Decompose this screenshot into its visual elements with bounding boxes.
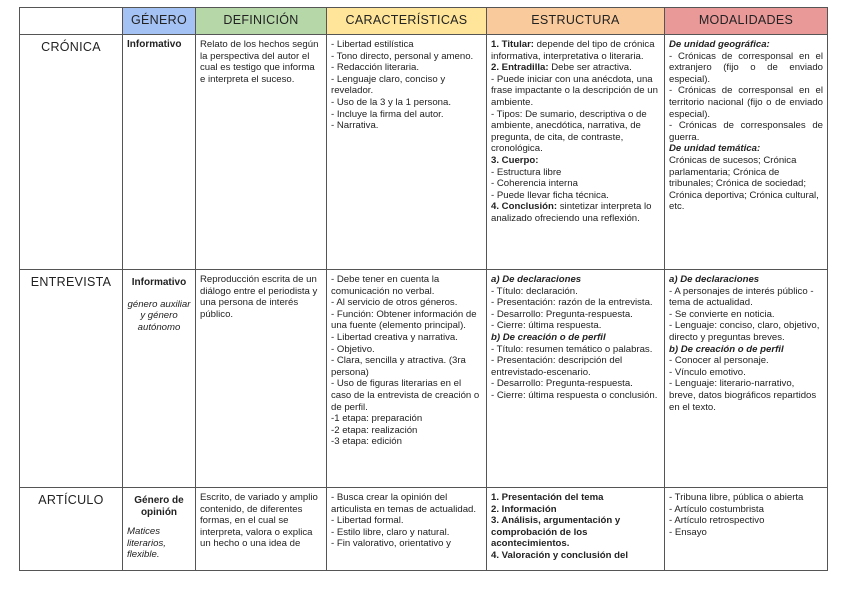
entrevista-modalidades bbox=[665, 270, 828, 488]
entrevista-car-line: - Libertad creativa y narrativa. bbox=[331, 331, 458, 343]
entrevista-car-line: - Clara, sencilla y atractiva. (3ra persona) bbox=[331, 355, 466, 378]
cronica-est-s3-title: 3. Cuerpo: bbox=[491, 154, 539, 166]
entrevista-definicion: Reproducción escrita de un diálogo entre el periodista y una persona de interés público. bbox=[196, 270, 327, 488]
articulo-est-line: 1. Presentación del tema bbox=[491, 492, 604, 503]
articulo-modalidades bbox=[665, 488, 828, 571]
articulo-genero-sub: Matices literarios, flexible. bbox=[127, 526, 166, 561]
cronica-car-line: - Uso de la 3 y la 1 persona. bbox=[331, 96, 451, 108]
cronica-est-s2 bbox=[491, 62, 660, 74]
cronica-est-line: - Puede iniciar con una anécdota, una frase impactante o la descripción de un ambiente. bbox=[491, 73, 658, 108]
cronica-est-s1-text: depende del tipo de crónica informativa, interpretativa o literaria. bbox=[491, 39, 655, 62]
entrevista-car-line: - Objetivo. bbox=[331, 343, 375, 355]
entrevista-est-line: - Cierre: última respuesta o conclusión. bbox=[491, 389, 658, 401]
articulo-mod-line: - Ensayo bbox=[669, 526, 707, 538]
row-articulo bbox=[20, 488, 828, 571]
cronica-car-line: - Narrativa. bbox=[331, 120, 379, 132]
articulo-car-line: - Fin valorativo, orientativo y bbox=[331, 538, 451, 550]
entrevista-est-line: - Presentación: descripción del entrevistado-escenario. bbox=[491, 355, 623, 378]
header-empty bbox=[20, 8, 123, 35]
articulo-est-line: 3. Análisis, argumentación y comprobación de los acontecimientos. bbox=[491, 515, 621, 550]
entrevista-mod-a-title: a) De declaraciones bbox=[669, 274, 760, 285]
articulo-genero bbox=[123, 488, 196, 571]
articulo-caracteristicas bbox=[327, 488, 487, 571]
entrevista-est-b-title: b) De creación o de perfil bbox=[491, 331, 606, 343]
header-definicion: DEFINICIÓN bbox=[196, 8, 327, 35]
genres-table bbox=[19, 7, 828, 571]
cronica-car-line: - Tono directo, personal y ameno. bbox=[331, 50, 474, 62]
cronica-est-line: - Coherencia interna bbox=[491, 178, 578, 190]
entrevista-genero-title: Informativo bbox=[131, 277, 187, 288]
row-cronica bbox=[20, 35, 828, 270]
cronica-modalidades bbox=[665, 35, 828, 270]
cronica-car-line: - Libertad estilística bbox=[331, 39, 414, 50]
entrevista-est-line: - Desarrollo: Pregunta-respuesta. bbox=[491, 308, 633, 320]
cronica-est-line: - Puede llevar ficha técnica. bbox=[491, 189, 609, 201]
entrevista-car-line: -1 etapa: preparación bbox=[331, 413, 423, 425]
row-entrevista bbox=[20, 270, 828, 488]
entrevista-car-line: - Al servicio de otros géneros. bbox=[331, 297, 458, 309]
articulo-genero-title: Género de opinión bbox=[134, 495, 184, 518]
entrevista-mod-line: - Lenguaje: conciso, claro, objetivo, directo y preguntas breves. bbox=[669, 320, 820, 343]
entrevista-estructura bbox=[487, 270, 665, 488]
entrevista-genero-sub: género auxiliar y género autónomo bbox=[127, 298, 191, 333]
entrevista-est-a-title: a) De declaraciones bbox=[491, 274, 582, 285]
entrevista-mod-line: - Vínculo emotivo. bbox=[669, 366, 746, 378]
entrevista-car-line: - Función: Obtener información de una fuente (elemento principal). bbox=[331, 308, 477, 332]
row-label-articulo: ARTÍCULO bbox=[20, 488, 123, 571]
cronica-mod-m1-title: De unidad geográfica: bbox=[669, 39, 770, 50]
entrevista-caracteristicas bbox=[327, 270, 487, 488]
cronica-est-s4-text: sintetizar interpreta lo analizado ofreciendo una reflexión. bbox=[491, 201, 652, 224]
cronica-mod-m2-text: Crónicas de sucesos; Crónica parlamentaria; Crónica de tribunales; Crónica de sociedad; Crónica deportiva; Crónica cultural, etc. bbox=[669, 154, 819, 213]
articulo-estructura bbox=[487, 488, 665, 571]
entrevista-car-line: - Debe tener en cuenta la comunicación no verbal. bbox=[331, 274, 440, 297]
cronica-genero bbox=[123, 35, 196, 270]
entrevista-est-line: - Desarrollo: Pregunta-respuesta. bbox=[491, 378, 633, 390]
entrevista-mod-b-title: b) De creación o de perfil bbox=[669, 343, 784, 355]
articulo-mod-line: - Tribuna libre, pública o abierta bbox=[669, 492, 804, 503]
cronica-car-line: - Redacción literaria. bbox=[331, 62, 419, 74]
cronica-mod-m2-title: De unidad temática: bbox=[669, 143, 761, 155]
entrevista-genero bbox=[123, 270, 196, 488]
entrevista-car-line: -2 etapa: realización bbox=[331, 424, 418, 436]
cronica-mod-line: - Crónicas de corresponsal en el extranjero (fijo o de enviado especial). bbox=[669, 50, 823, 85]
header-estructura: ESTRUCTURA bbox=[487, 8, 665, 35]
entrevista-mod-line: - Se convierte en noticia. bbox=[669, 308, 775, 320]
articulo-car-line: - Busca crear la opinión del articulista en temas de actualidad. bbox=[331, 492, 477, 515]
cronica-est-s1-title: 1. Titular: bbox=[491, 39, 535, 50]
articulo-mod-line: - Artículo retrospectivo bbox=[669, 515, 765, 527]
entrevista-mod-line: - A personajes de interés público - tema de actualidad. bbox=[669, 285, 814, 309]
entrevista-mod-line: - Lenguaje: literario-narrativo, breve, datos biográficos repartidos en el texto. bbox=[669, 378, 817, 413]
entrevista-est-line: - Cierre: última respuesta. bbox=[491, 320, 602, 332]
header-genero: GÉNERO bbox=[123, 8, 196, 35]
header-caracteristicas: CARACTERÍSTICAS bbox=[327, 8, 487, 35]
articulo-definicion: Escrito, de variado y amplio contenido, de diferentes formas, en el cual se interpreta, valora o explica un hecho o una idea de bbox=[196, 488, 327, 571]
articulo-est-line: 2. Información bbox=[491, 503, 557, 515]
row-label-cronica: CRÓNICA bbox=[20, 35, 123, 270]
cronica-genero-title: Informativo bbox=[127, 39, 182, 50]
cronica-est-s1 bbox=[491, 39, 660, 62]
entrevista-car-line: -3 etapa: edición bbox=[331, 436, 402, 448]
cronica-estructura bbox=[487, 35, 665, 270]
cronica-est-line: - Estructura libre bbox=[491, 166, 562, 178]
entrevista-mod-line: - Conocer al personaje. bbox=[669, 355, 769, 367]
entrevista-est-line: - Título: declaración. bbox=[491, 285, 578, 297]
articulo-car-line: - Libertad formal. bbox=[331, 515, 404, 527]
articulo-car-line: - Estilo libre, claro y natural. bbox=[331, 526, 450, 538]
header-row bbox=[20, 8, 828, 35]
entrevista-est-line: - Título: resumen temático o palabras. bbox=[491, 343, 653, 355]
cronica-est-s2-text: Debe ser atractiva. bbox=[548, 62, 632, 74]
cronica-car-line: - Incluye la firma del autor. bbox=[331, 108, 444, 120]
cronica-est-s4 bbox=[491, 201, 660, 224]
cronica-car-line: - Lenguaje claro, conciso y revelador. bbox=[331, 73, 446, 97]
row-label-entrevista: ENTREVISTA bbox=[20, 270, 123, 488]
cronica-est-line: - Tipos: De sumario, descriptiva o de ambiente, anecdótica, narrativa, de pregunta, de cita, de contraste, cronológica. bbox=[491, 108, 647, 155]
articulo-est-line: 4. Valoración y conclusión del bbox=[491, 549, 629, 561]
cronica-caracteristicas bbox=[327, 35, 487, 270]
entrevista-car-line: - Uso de figuras literarias en el caso de la entrevista de creación o de perfil. bbox=[331, 378, 480, 413]
cronica-est-s4-title: 4. Conclusión: bbox=[491, 201, 558, 213]
cronica-definicion: Relato de los hechos según la perspectiva del autor el cual es testigo que informa e interpreta el suceso. bbox=[196, 35, 327, 270]
cronica-mod-line: - Crónicas de corresponsal en el territorio nacional (fijo o de enviado especial). bbox=[669, 85, 823, 120]
entrevista-est-line: - Presentación: razón de la entrevista. bbox=[491, 297, 653, 309]
cronica-est-s2-title: 2. Entradilla: bbox=[491, 62, 549, 74]
header-modalidades: MODALIDADES bbox=[665, 8, 828, 35]
cronica-mod-line: - Crónicas de corresponsales de guerra. bbox=[669, 120, 823, 143]
articulo-mod-line: - Artículo costumbrista bbox=[669, 503, 764, 515]
